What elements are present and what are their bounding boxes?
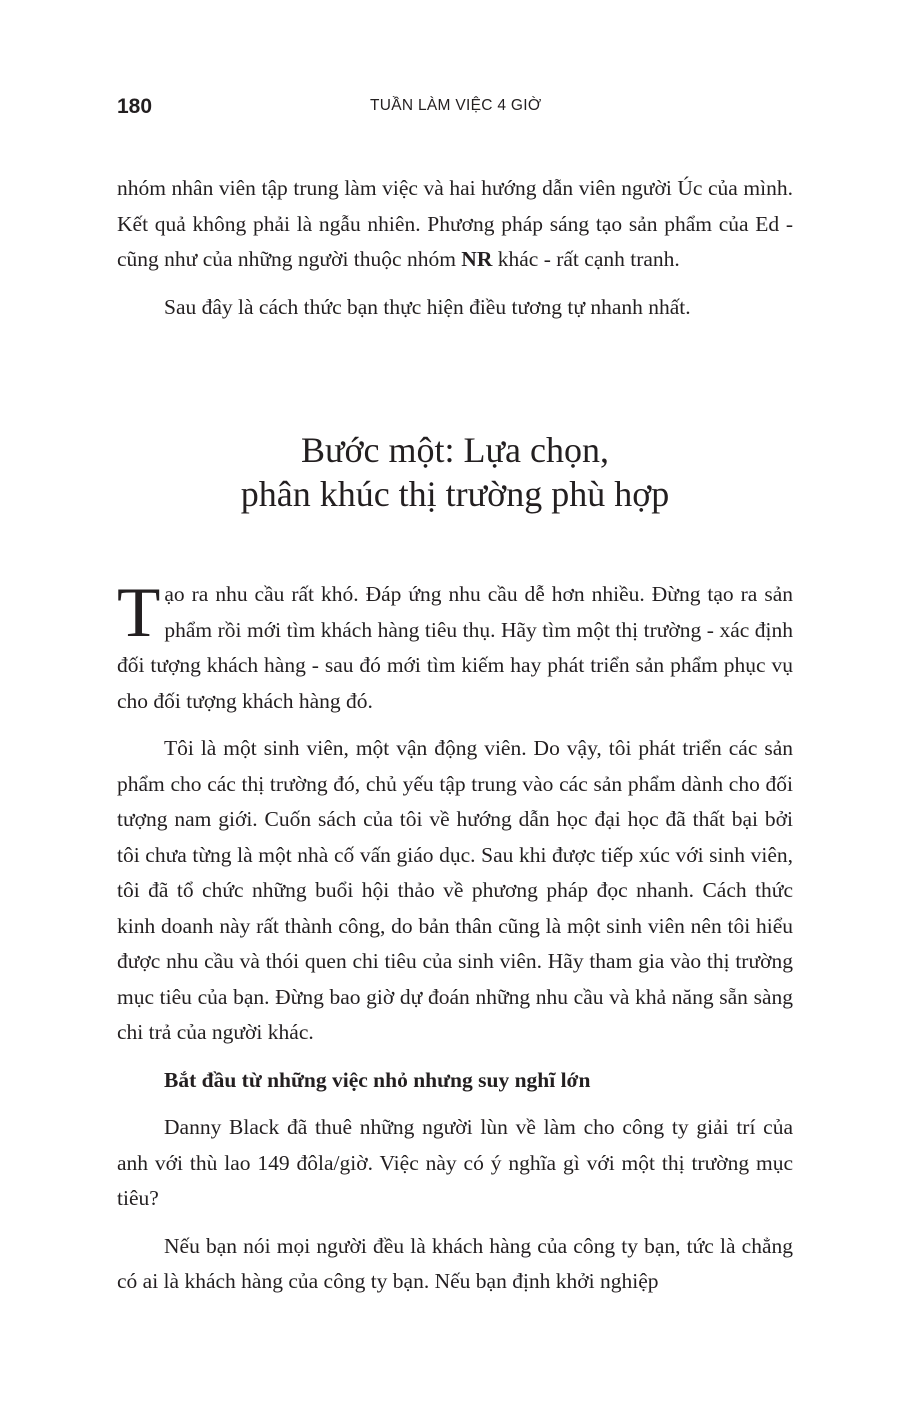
section-heading-line-2: phân khúc thị trường phù hợp — [240, 474, 670, 514]
continuation-paragraph — [117, 171, 793, 278]
intro-block — [117, 171, 793, 325]
continuation-tail: khác - rất cạnh tranh. — [492, 247, 680, 271]
paragraph-target-customer: Nếu bạn nói mọi người đều là khách hàng của công ty bạn, tức là chẳng có ai là khách hàng của công ty bạn. Nếu bạn định khởi nghiệp — [117, 1233, 793, 1293]
opening-paragraph — [117, 574, 793, 719]
page-number: 180 — [117, 95, 153, 118]
opening-paragraph-text: ạo ra nhu cầu rất khó. Đáp ứng nhu cầu dễ hơn nhiều. Đừng tạo ra sản phẩm rồi mới tìm khách hàng tiêu thụ. Hãy tìm một thị trường - xác định đối tượng khách hàng - sau đó mới tìm kiếm hay phát triển sản phẩm phục vụ cho đối tượng khách hàng đó. — [117, 582, 793, 713]
nr-abbreviation: NR — [461, 247, 493, 271]
section-heading — [117, 428, 793, 516]
paragraph-danny-black: Danny Black đã thuê những người lùn về làm cho công ty giải trí của anh với thù lao 149 đôla/giờ. Việc này có ý nghĩa gì với một thị trường mục tiêu? — [117, 1115, 793, 1210]
transition-paragraph: Sau đây là cách thức bạn thực hiện điều tương tự nhanh nhất. — [164, 294, 691, 319]
paragraph-student-athlete: Tôi là một sinh viên, một vận động viên. Do vậy, tôi phát triển các sản phẩm cho các thị trường đó, chủ yếu tập trung vào các sản phẩm dành cho đối tượng nam giới. Cuốn sách của tôi về hướng dẫn học đại học đã thất bại bởi tôi chưa từng là một nhà cố vấn giáo dục. Sau khi được tiếp xúc với sinh viên, tôi đã tổ chức những buổi hội thảo về phương pháp đọc nhanh. Cách thức kinh doanh này rất thành công, do bản thân cũng là một sinh viên nên tôi hiểu được nhu cầu và thói quen chi tiêu của sinh viên. Hãy tham gia vào thị trường mục tiêu của bạn. Đừng bao giờ dự đoán những nhu cầu và khả năng sẵn sàng chi trả của người khác. — [117, 736, 793, 1044]
section-heading-line-1: Bước một: Lựa chọn, — [300, 430, 609, 470]
subheading: Bắt đầu từ những việc nhỏ nhưng suy nghĩ lớn — [164, 1067, 591, 1092]
drop-cap: T — [117, 574, 161, 652]
section-body — [117, 574, 793, 1300]
running-title: TUẦN LÀM VIỆC 4 GIỜ — [370, 97, 542, 114]
continuation-text: nhóm nhân viên tập trung làm việc và hai hướng dẫn viên người Úc của mình. Kết quả không phải là ngẫu nhiên. Phương pháp sáng tạo sản phẩm của Ed - cũng như của những người thuộc nhóm — [117, 176, 793, 271]
page-header — [117, 93, 793, 125]
